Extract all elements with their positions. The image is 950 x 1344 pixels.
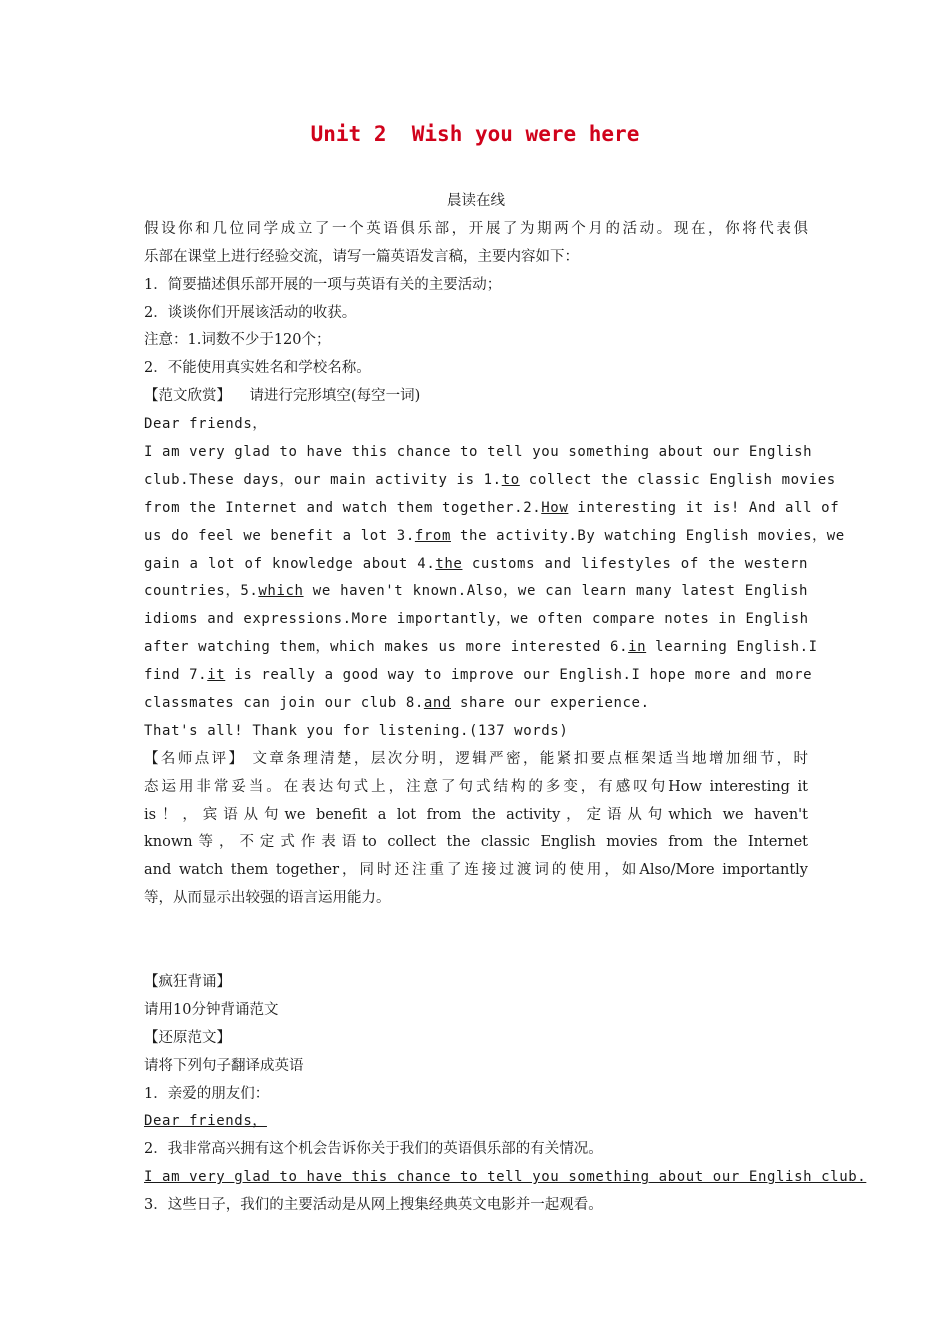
essay-closing: That's all! Thank you for listening.(137 words) [144,722,569,739]
essay-text: club.These days，our main activity is 1. [144,471,502,488]
blank-answer: from [414,527,451,544]
essay-text: we haven't known.Also，we can learn many latest English [303,583,809,600]
essay-text: us do feel we benefit a lot 3. [144,527,415,544]
essay-line [144,690,808,718]
essay-text: is really a good way to improve our English.I hope more and more [225,667,813,684]
essay-text: customs and lifestyles of the western [462,555,809,572]
appreciation-label: 【范文欣赏】 [144,388,231,405]
answer-2 [144,1164,867,1192]
comment-line: 态运用非常妥当。在表达句式上，注意了句式结构的多变，有感叹句How interesting it [144,778,808,795]
blank-answer: in [628,639,647,656]
essay-line [144,578,808,606]
comment-label: 【名师点评】 [144,750,246,767]
comment-line: 等，从而显示出较强的语言运用能力。 [144,890,391,907]
essay-text: gain a lot of knowledge about 4. [144,555,436,572]
task-point-2: 2．谈谈你们开展该活动的收获。 [144,304,357,321]
essay-text: find 7. [144,667,208,684]
recite-text: 请用10分钟背诵范文 [144,1001,279,1018]
essay-text: the activity.By watching English movies，we [451,527,845,544]
section-heading: 晨读在线 [447,193,505,209]
blank-answer: the [435,555,463,572]
essay-line [144,634,818,662]
task-point-1: 1．简要描述俱乐部开展的一项与英语有关的主要活动； [144,276,502,293]
essay-text: classmates can join our club 8. [144,695,424,712]
essay-line [144,467,836,495]
blank-answer: which [258,583,304,600]
comment-line: and watch them together，同时还注重了连接过渡词的使用，如Also/More importantly [144,862,808,879]
comment-line: is！，宾语从句we benefit a lot from the activity，定语从句which we haven't [144,806,808,823]
essay-text: from the Internet and watch them together.2. [144,499,542,516]
answer-text: I am very glad to have this chance to tell you something about our English club. [144,1169,867,1186]
blank-answer: it [207,667,226,684]
essay-line [144,662,813,690]
answer-1 [144,1108,808,1136]
task-line-1: 假设你和几位同学成立了一个英语俱乐部，开展了为期两个月的活动。现在，你将代表俱 [144,220,808,237]
essay-text: collect the classic English movies [519,471,836,488]
essay-text: learning English.I [646,639,818,656]
content-body [144,188,867,1220]
answer-text: Dear friends， [144,1113,267,1130]
task-note-1: 注意：1.词数不少于120个； [144,332,331,349]
essay-line: idioms and expressions.More importantly，we often compare notes in English [144,611,809,628]
question-3: 3．这些日子，我们的主要活动是从网上搜集经典英文电影并一起观看。 [144,1197,603,1214]
spacer [144,913,808,941]
recite-label: 【疯狂背诵】 [144,973,231,990]
question-2: 2．我非常高兴拥有这个机会告诉你关于我们的英语俱乐部的有关情况。 [144,1141,603,1158]
essay-line [144,523,845,551]
appreciation-heading [144,383,808,411]
comment-line: known等，不定式作表语to collect the classic English movies from the Internet [144,834,808,851]
essay-line [144,551,808,579]
task-note-2: 2．不能使用真实姓名和学校名称。 [144,360,371,377]
comment-line [144,746,808,774]
restore-instruction: 请将下列句子翻译成英语 [144,1057,304,1074]
essay-line [144,495,840,523]
question-1: 1．亲爱的朋友们： [144,1085,270,1102]
spacer [144,941,808,969]
blank-answer: and [423,695,451,712]
blank-answer: to [501,471,520,488]
comment-text: 文章条理清楚，层次分明，逻辑严密，能紧扣要点框架适当地增加细节，时 [245,750,809,767]
task-line-2: 乐部在课堂上进行经验交流，请写一篇英语发言稿，主要内容如下： [144,248,579,265]
essay-text: countries，5. [144,583,259,600]
essay-line: I am very glad to have this chance to tell you something about our English [144,444,813,461]
essay-text: after watching them，which makes us more interested 6. [144,639,629,656]
page-title: Unit 2 Wish you were here [310,122,640,146]
blank-answer: How [541,499,569,516]
restore-label: 【还原范文】 [144,1029,231,1046]
essay-greeting: Dear friends， [144,416,267,433]
essay-text: share our experience. [450,695,650,712]
essay-text: interesting it is! And all of [568,499,840,516]
appreciation-instruction: 请进行完形填空(每空一词) [249,388,421,405]
